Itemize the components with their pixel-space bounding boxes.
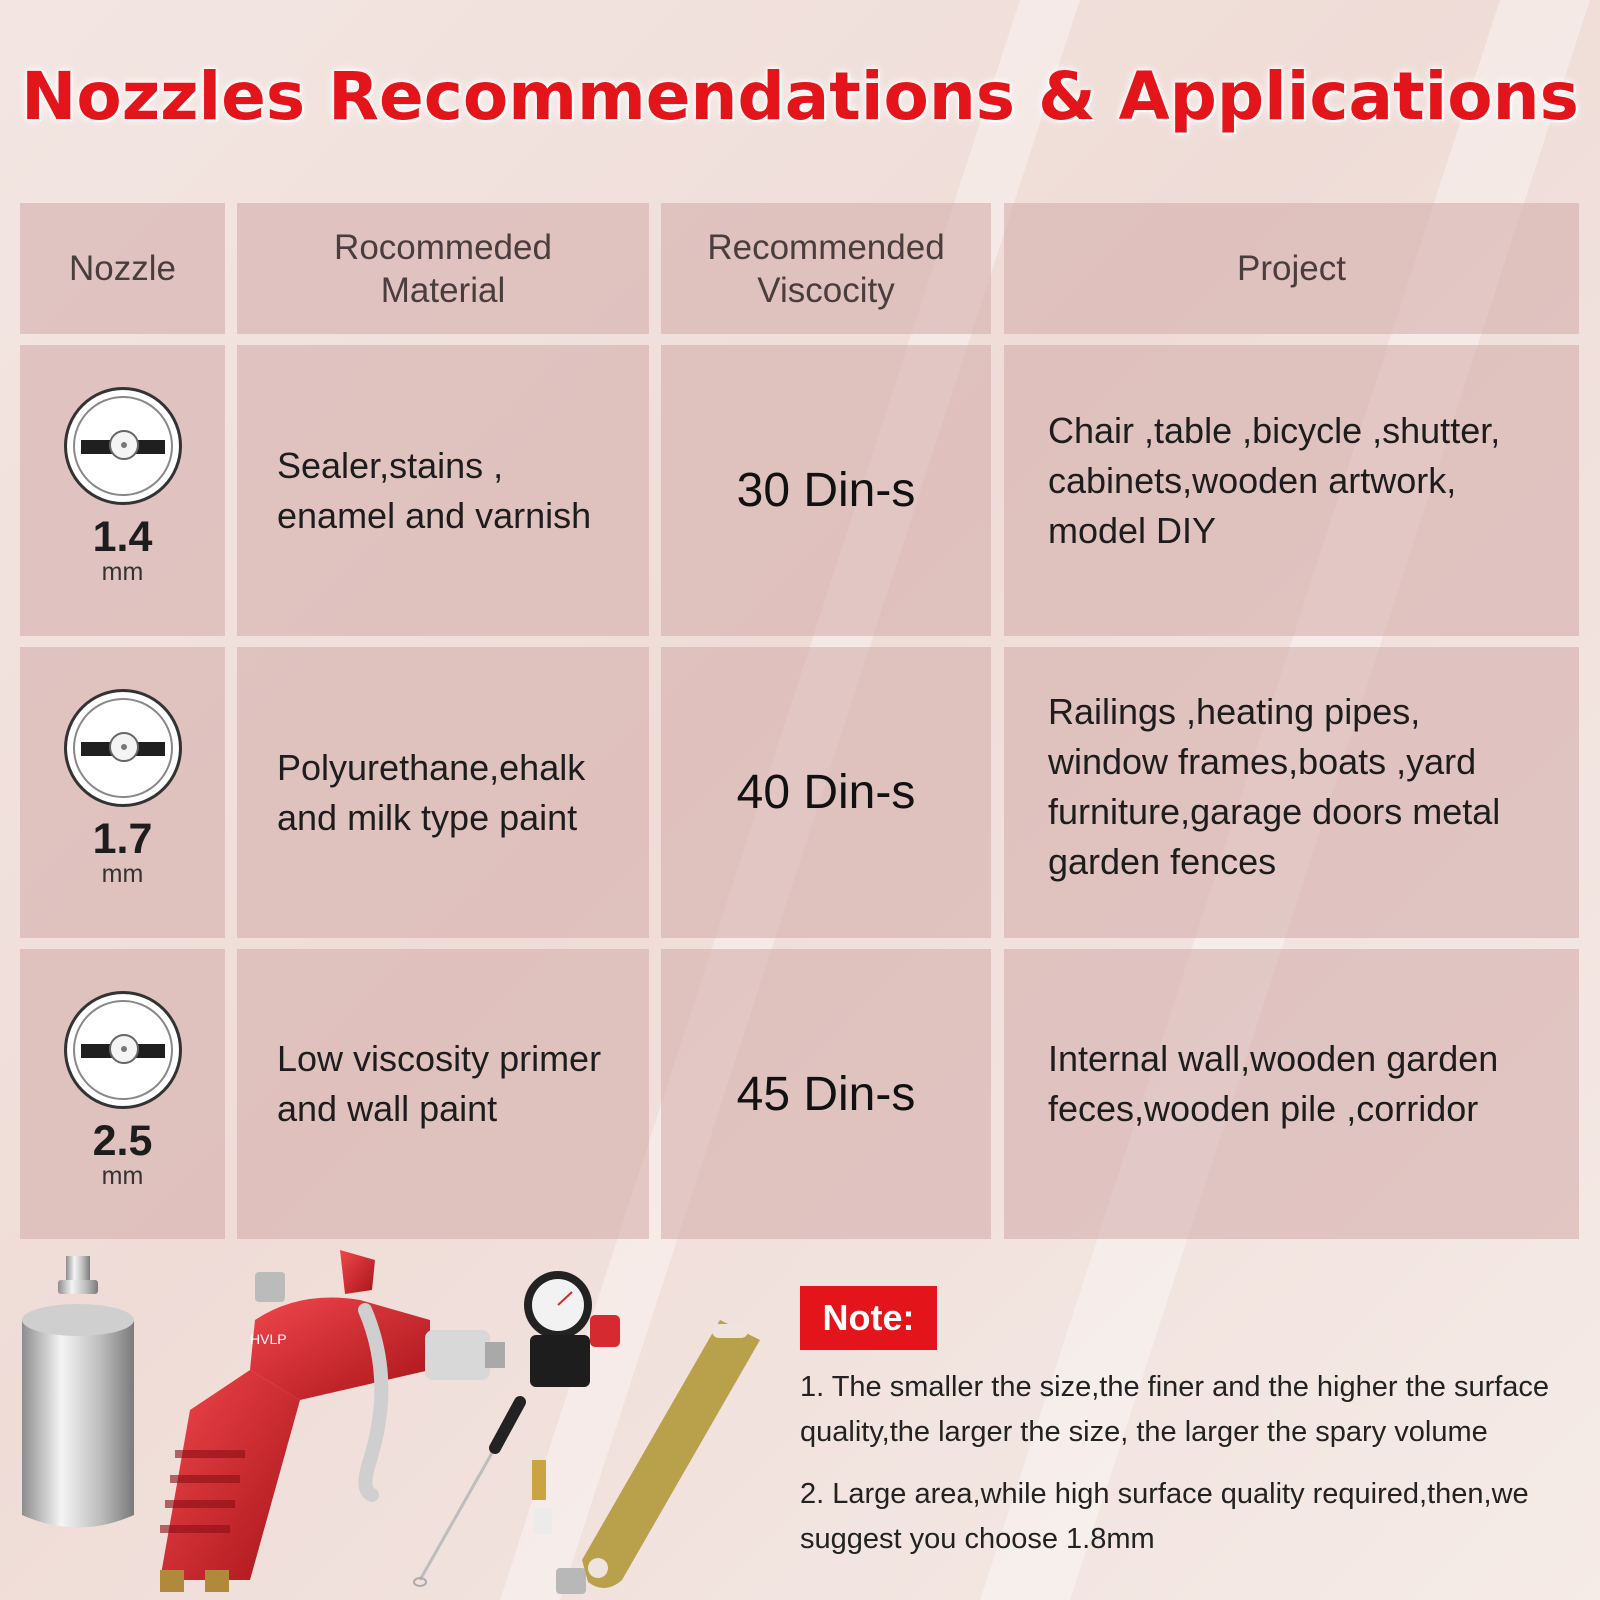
table-row-viscosity: [661, 647, 991, 938]
viscosity-value: 30 Din-s: [736, 464, 916, 517]
nozzle-size: 1.7: [92, 815, 153, 863]
project-line: cabinets,wooden artwork,: [1048, 459, 1457, 501]
header-material-line: Material: [380, 270, 506, 310]
spray-gun-kit-illustration: [0, 1250, 780, 1600]
cleaning-brush-icon: [414, 1402, 520, 1586]
material-line: enamel and varnish: [277, 494, 592, 536]
wrench-icon: [582, 1320, 760, 1588]
table-row-material: [237, 345, 649, 636]
page-title: Nozzles Recommendations & Applications: [21, 58, 1579, 135]
project-line: model DIY: [1048, 509, 1217, 551]
table-row-nozzle: [20, 345, 225, 636]
note-item: 1. The smaller the size,the finer and the higher the surface quality,the larger the size, the larger the spary volume: [800, 1371, 1550, 1448]
project-line: feces,wooden pile ,corridor: [1048, 1088, 1479, 1129]
header-nozzle-label: Nozzle: [69, 249, 176, 288]
viscosity-value: 45 Din-s: [736, 1067, 916, 1121]
header-nozzle: [20, 203, 225, 334]
material-line: and milk type paint: [277, 796, 578, 838]
spray-gun-icon: [160, 1250, 505, 1592]
material-line: Sealer,stains ,: [277, 444, 504, 486]
table-row-material: [237, 949, 649, 1239]
project-line: Internal wall,wooden garden: [1048, 1038, 1499, 1079]
table-row-viscosity: [661, 345, 991, 636]
nozzle-size: 1.4: [92, 513, 153, 561]
header-material-line: Rocommeded: [334, 227, 552, 267]
gun-brand-label: HVLP: [250, 1331, 287, 1347]
nozzle-cap-icon: [64, 387, 182, 505]
nozzle-cap-icon: [64, 689, 182, 807]
header-project-label: Project: [1237, 249, 1346, 288]
nozzle-size: 2.5: [92, 1117, 153, 1165]
project-line: Chair ,table ,bicycle ,shutter,: [1048, 409, 1501, 451]
header-viscosity-line: Recommended: [707, 227, 945, 267]
note-item: 2. Large area,while high surface quality required,then,we suggest you choose 1.8mm: [800, 1478, 1529, 1555]
material-line: Polyurethane,ehalk: [277, 746, 586, 788]
header-material: [237, 203, 649, 334]
table-row-nozzle: [20, 647, 225, 938]
project-line: furniture,garage doors metal: [1048, 790, 1501, 832]
table-row-nozzle: [20, 949, 225, 1239]
fitting-icon: [532, 1460, 586, 1594]
viscosity-value: 40 Din-s: [736, 766, 916, 819]
project-line: Railings ,heating pipes,: [1048, 690, 1421, 732]
paint-cup-icon: [22, 1256, 134, 1528]
material-line: Low viscosity primer: [277, 1038, 602, 1079]
project-line: garden fences: [1048, 840, 1277, 882]
table-row-viscosity: [661, 949, 991, 1239]
project-line: window frames,boats ,yard: [1048, 740, 1477, 782]
nozzle-unit: mm: [101, 558, 144, 586]
nozzle-unit: mm: [101, 1162, 144, 1190]
table-row-project: [1004, 345, 1579, 636]
header-viscosity-line: Viscocity: [757, 270, 895, 310]
table-row-material: [237, 647, 649, 938]
table-row-project: [1004, 647, 1579, 938]
material-line: and wall paint: [277, 1088, 498, 1129]
nozzle-cap-icon: [64, 991, 182, 1109]
air-regulator-icon: [524, 1271, 620, 1387]
header-viscosity: [661, 203, 991, 334]
note-badge: Note:: [800, 1286, 937, 1350]
nozzle-unit: mm: [101, 860, 144, 888]
header-project: [1004, 203, 1579, 334]
table-row-project: [1004, 949, 1579, 1239]
